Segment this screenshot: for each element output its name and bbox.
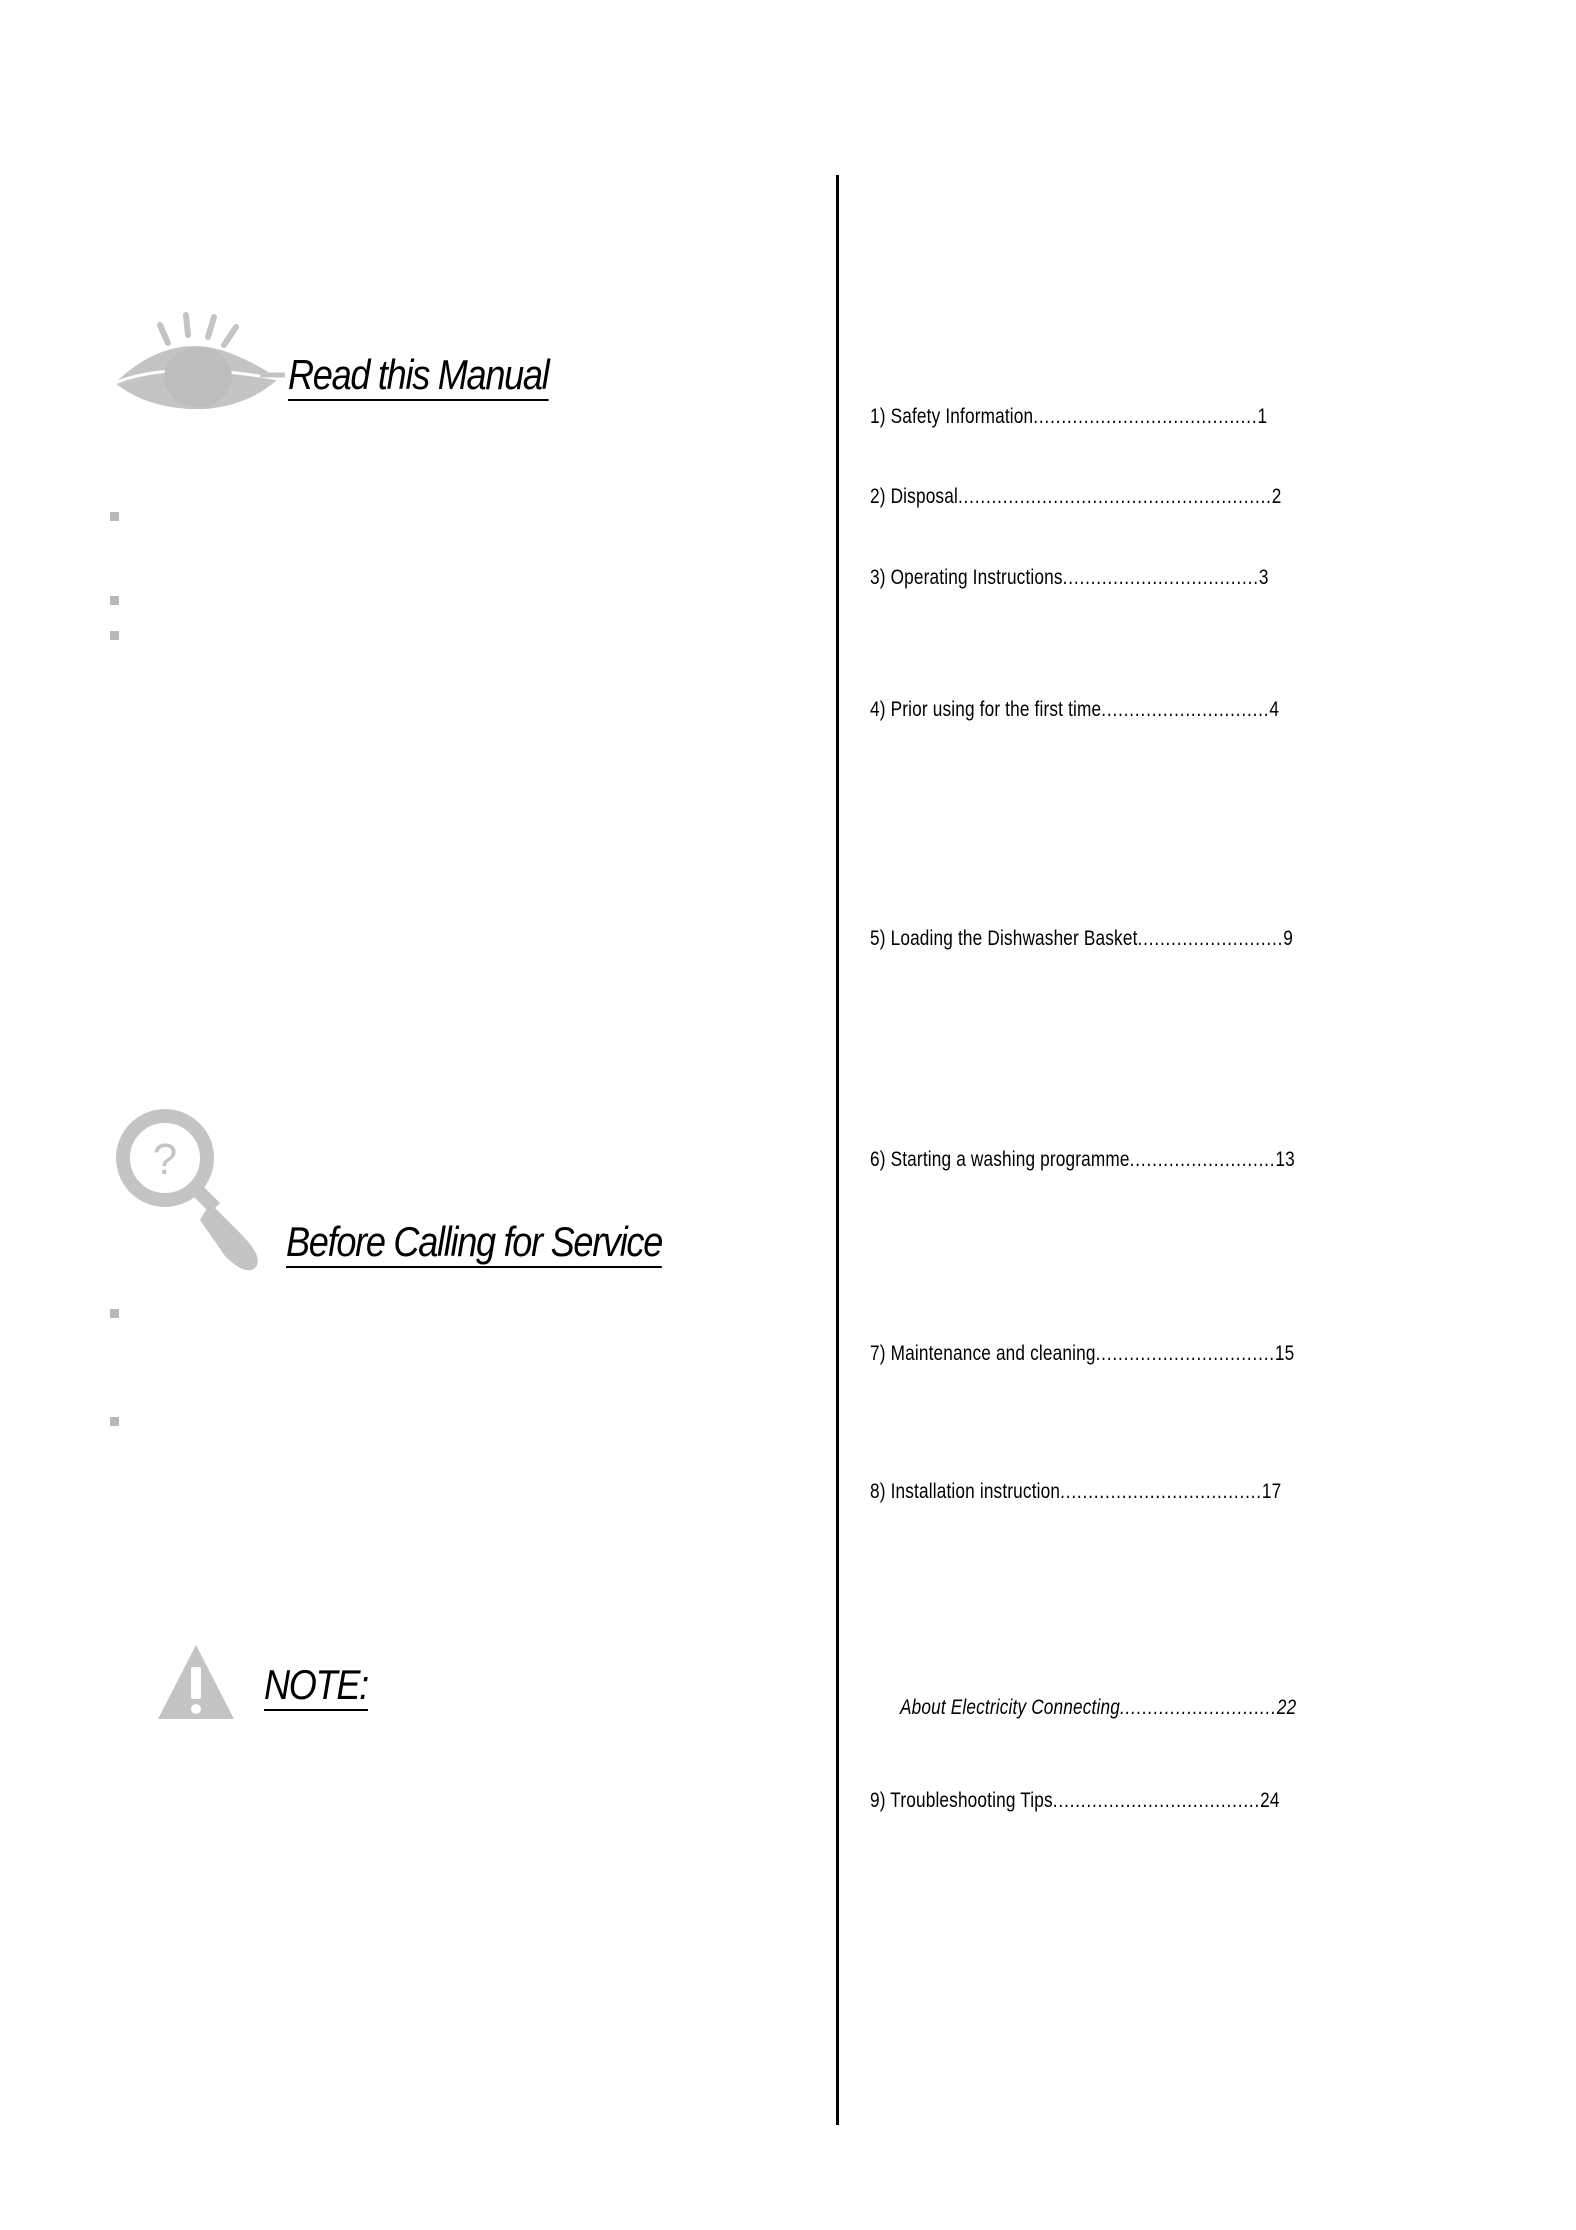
eye-icon: [110, 305, 285, 415]
toc-entry-troubleshooting[interactable]: [870, 1789, 1280, 1813]
toc-page-number: 3: [1258, 566, 1269, 589]
toc-page-number: 15: [1274, 1342, 1295, 1365]
toc-page-number: 2: [1271, 485, 1282, 508]
magnifier-question-icon: [115, 1108, 275, 1273]
bullet-marker: [110, 631, 119, 640]
toc-entry-title: 5) Loading the Dishwasher Basket: [870, 927, 1138, 950]
bullet-marker: [110, 1417, 119, 1426]
toc-leader-dots: ..............................: [1101, 698, 1270, 721]
toc-entry-loading-basket[interactable]: [870, 927, 1293, 951]
toc-entry-title: About Electricity Connecting: [900, 1696, 1120, 1719]
toc-leader-dots: ...................................: [1062, 566, 1259, 589]
toc-entry-operating-instructions[interactable]: [870, 566, 1269, 590]
bullet-marker: [110, 596, 119, 605]
before-service-heading: Before Calling for Service: [286, 1220, 662, 1268]
bullet-marker: [110, 512, 119, 521]
toc-page-number: 17: [1261, 1480, 1282, 1503]
toc-entry-title: 8) Installation instruction: [870, 1480, 1061, 1503]
toc-leader-dots: ................................: [1095, 1342, 1275, 1365]
toc-entry-title: 1) Safety Information: [870, 405, 1034, 428]
toc-page-number: 1: [1257, 405, 1268, 428]
toc-entry-disposal[interactable]: [870, 485, 1282, 509]
read-manual-heading: Read this Manual: [288, 353, 548, 401]
toc-entry-title: 4) Prior using for the first time: [870, 698, 1102, 721]
toc-leader-dots: ..........................: [1129, 1148, 1276, 1171]
toc-page-number: 22: [1276, 1696, 1297, 1719]
column-divider: [836, 175, 839, 2125]
svg-text:?: ?: [152, 1135, 178, 1184]
toc-entry-prior-using[interactable]: [870, 698, 1279, 722]
toc-leader-dots: .....................................: [1052, 1789, 1261, 1812]
toc-leader-dots: ............................: [1119, 1696, 1277, 1719]
toc-entry-title: 2) Disposal: [870, 485, 958, 508]
toc-entry-safety-information[interactable]: [870, 405, 1267, 429]
toc-page-number: 4: [1269, 698, 1280, 721]
toc-entry-maintenance[interactable]: [870, 1342, 1294, 1366]
toc-entry-starting-programme[interactable]: [870, 1148, 1295, 1172]
toc-entry-title: 7) Maintenance and cleaning: [870, 1342, 1096, 1365]
toc-entry-installation[interactable]: [870, 1480, 1281, 1504]
toc-page-number: 13: [1275, 1148, 1295, 1171]
toc-entry-title: 6) Starting a washing programme: [870, 1148, 1130, 1171]
toc-leader-dots: ....................................: [1060, 1480, 1262, 1503]
note-heading: NOTE:: [264, 1663, 368, 1711]
toc-entry-title: 9) Troubleshooting Tips: [870, 1789, 1053, 1812]
toc-leader-dots: ........................................................: [957, 485, 1272, 508]
toc-entry-electricity-connecting[interactable]: [900, 1696, 1296, 1720]
toc-leader-dots: ..........................: [1137, 927, 1284, 950]
bullet-marker: [110, 1309, 119, 1318]
toc-entry-title: 3) Operating Instructions: [870, 566, 1063, 589]
toc-page-number: 9: [1283, 927, 1293, 950]
toc-page-number: 24: [1260, 1789, 1280, 1812]
warning-triangle-icon: [156, 1643, 236, 1721]
toc-leader-dots: ........................................: [1033, 405, 1258, 428]
